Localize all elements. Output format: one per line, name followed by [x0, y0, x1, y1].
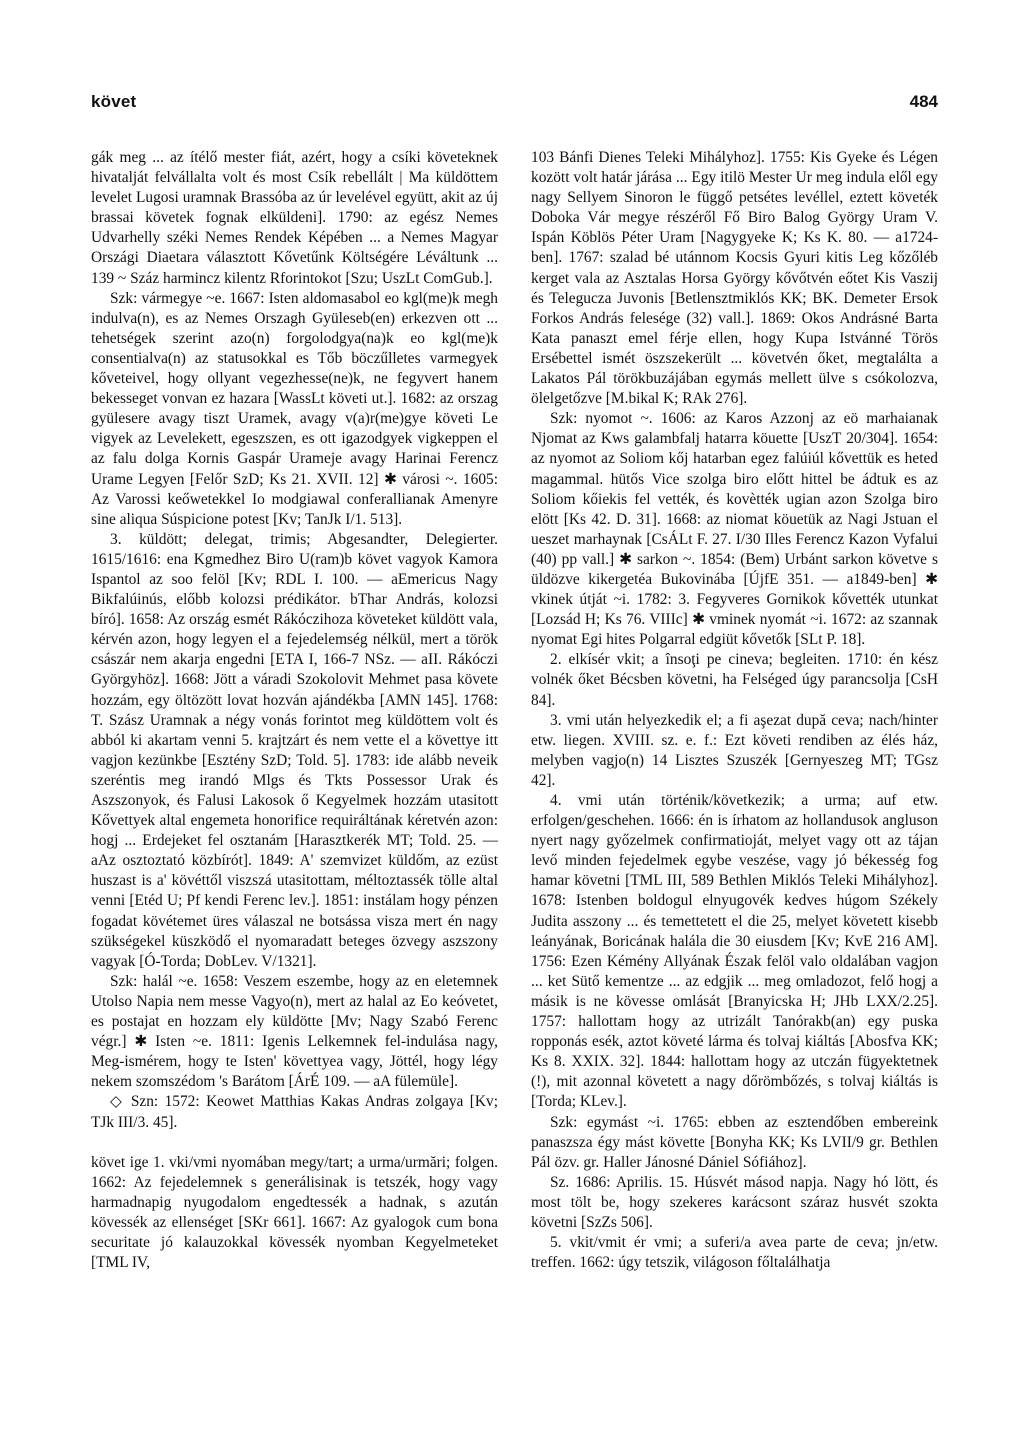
entry-paragraph: Szk: vármegye ~e. 1667: Isten aldomasabol eo kgl(me)k megh indulva(n), es az Nemes Orszagh Gyüleseb(en) erkezven ott ... tehetségek szerint azo(n) forgolodgya(na)k eo kgl(me)k consentialva(n) az statusokkal es Tőb böczűlletes varmegyek kőveteivel, hogy ollyant vegezhesse(ne)k, ne fegyvert hanem bekesseget vonvan ez hazara [WassLt követi ut.]. 1682: az orszag gyülesere avagy tiszt Uramek, avagy v(a)r(me)gye követi Le vigyek az Levelekett, egeszszen, es ott igazodgyek vigkeppen el az falu dolga Kornis Gaspár Urameje avagy Harinai Ferencz Urame Legyen [Felőr SzD; Ks 21. XVII. 12] ✱ városi ~. 1605: Az Varossi keőwetekkel Io modgiawal conferallianak Amenyre sine aliqua Súspicione potest [Kv; TanJk I/1. 513].	[91, 289, 498, 528]
entry-paragraph: 4. vmi után történik/következik; a urma; auf etw. erfolgen/geschehen. 1666: én is írhatom az hollandusok angluson nyert nagy győzelmek confirmatioját, melyet vagy ott az tájan levő minden fejedelmek egybe veszése, vagy jó békesség fog hamar követni [TML III, 589 Bethlen Miklós Teleki Mihályhoz]. 1678: Istenben boldogul elnyugovék kedves húgom Székely Judita asszony ... és temettetett el die 25, melyet követett kisebb leányának, Boricának halála die 30 eiusdem [Kv; KvE 216 AM]. 1756: Ezen Kémény Allyának Észak felöl valo oldalában vagjon ... ket Sütő kementze ... az edgjik ... meg omladozot, felő hogj a másik is ne kövesse omlását [Branyicska H; JHb LXX/2.25]. 1757: hallottam hogy az utrizált Tanórakb(an) egy puska ropponás esék, aztot követé lárma és tolvaj kiáltás [Abosfva KK; Ks 8. XXIX. 32]. 1844: hallottam hogy az utczán fügyektetnek (!), mit azonnal követett a nagy dőrömbőzés, s tolvaj kiáltás is [Torda; KLev.].	[531, 792, 938, 1111]
entry-paragraph: Szk: egymást ~i. 1765: ebben az esztendőben embereink panaszsza égy mást követte [Bonyha KK; Ks LVII/9 gr. Bethlen Pál özv. gr. Haller Jánosné Dániel Sófiához].	[531, 1113, 938, 1171]
entry-paragraph: 5. vkit/vmit ér vmi; a suferi/a avea parte de ceva; jn/etw. treffen. 1662: úgy tetszik, világoson főltalálhatja	[531, 1234, 938, 1272]
entry-paragraph: gák meg ... az ítélő mester fiát, azért, hogy a csíki követeknek hivatalját felvállalta volt és most Csík rebellált | Ma küldöttem levelet Lugosi uramnak Brassóba az úr levelével együtt, akit az új brassai követek fognak elküldeni]. 1790: az egész Nemes Udvarhelly széki Nemes Rendek Képében ... a Nemes Magyar Országi Diaetara választott Kővetűnk Költségére Léváltunk ... 139 ~ Száz harmincz kilentz Rforintokot [Szu; UszLt ComGub.].	[91, 149, 498, 287]
entry-paragraph: Szk: halál ~e. 1658: Veszem eszembe, hogy az en eletemnek Utolso Napia nem messe Vagyo(n), mert az halal az Eo keóvetet, es postajat en hozzam ely küldötte [Mv; Nagy Szabó Ferenc végr.] ✱ Isten ~e. 1811: Igenis Lelkemnek fel-indulása nagy, Meg-ismérem, hogy te Isten' követtyea vagy, Jöttél, hogy légy nekem szomszédom 's Barátom [ÁrÉ 109. — aA fülemüle].	[91, 972, 498, 1091]
entry-paragraph: Sz. 1686: Aprilis. 15. Húsvét másod napja. Nagy hó lött, és most tölt be, hogy szekeres karácsont száraz husvét szokta követni [SzZs 506].	[531, 1173, 938, 1231]
entry-paragraph: 103 Bánfi Dienes Teleki Mihályhoz]. 1755: Kis Gyeke és Légen kozött volt határ járása ... Egy itilö Mester Ur meg indula elől egy nagy Sellyem Sinoron le függő petsétes levéllel, eztett követék Doboka Vár megye részéről Fő Biro Balog György Uram V. Ispán Köblös Péter Uram [Nagygyeke K; Ks K. 80. — a1724-ben]. 1767: szalad bé utánnom Kocsis Gyuri kitis Leg kőzőléb kerget vala az Asztalas Horsa György kővőtvén eőtet Kis Vaszij és Telegucza Juvonis [Betlensztmiklós KK; BK. Demeter Ersok Forkos András felesége (32) vall.]. 1869: Okos Andrásné Barta Kata panaszt emel férje ellen, hogy Kupa Istvánné Törös Ersébettel ismét öszszekerült ... követvén őket, megtalálta a Lakatos Pál törökbuzájában egymás mellett ülve s csókolozva, ölelgetőzve [M.bikal K; RAk 276].	[531, 149, 938, 408]
page-header	[91, 92, 938, 122]
entry-paragraph: 2. elkísér vkit; a însoţi pe cineva; begleiten. 1710: én kész volnék őket Bécsben követni, ha Felséged úgy parancsolja [CsH 84].	[531, 651, 938, 709]
entry-paragraph: Szk: nyomot ~. 1606: az Karos Azzonj az eö marhaianak Njomat az Kws galambfalj hatarra köuette [UszT 20/304]. 1654: az nyomot az Soliom kőj hatarban egez falúiúl kővettük es heted magammal. hütős Vice szolga biro előtt hittel be ádtuk es az Soliom kőiekis fel vették, és kovètték ugian azon Szolga biro elött [Ks 42. D. 31]. 1668: az niomat köuetük az Nagi Jstuan el ueszet marhaynak [CsÁLt F. 27. I/30 Illes Ferencz Kazon Vyfalui (40) pp vall.] ✱ sarkon ~. 1854: (Bem) Urbánt sarkon követve s üldözve kikergetéa Bukovinába [ÚjfE 351. — a1849-ben] ✱ vkinek útját ~i. 1782: 3. Fegyveres Gornikok kővették utunkat [Lozsád H; Ks 76. VIIIc] ✱ vminek nyomát ~i. 1672: az szannak nyomat Egi hites Polgarral edgiüt kővetők [SLt P. 18].	[531, 410, 938, 649]
page-number: 484	[909, 92, 938, 111]
entry-paragraph: ◇ Szn: 1572: Keowet Matthias Kakas Andras zolgaya [Kv; TJk III/3. 45].	[91, 1093, 498, 1131]
right-column	[531, 148, 938, 1273]
left-column	[91, 148, 498, 1273]
running-headword: követ	[91, 92, 137, 111]
entry-paragraph: 3. vmi után helyezkedik el; a fi aşezat după ceva; nach/hinter etw. liegen. XVIII. sz. e. f.: Ezt követi rendiben az élés ház, melyben vagjo(n) 14 Lisztes Szuszék [Gernyeszeg MT; TGsz 42].	[531, 711, 938, 789]
entry-paragraph: követ ige 1. vki/vmi nyomában megy/tart; a urma/urmări; folgen. 1662: Az fejedelemnek s generálisinak is tetszék, hogy vagy harmadnapig nyugodalom engedtessék a hadnak, s azután kövessék az ellenséget [SKr 661]. 1667: Az gyalogok cum bona securitate jó kalauzokkal kövessék nyomban Kegyelmeteket [TML IV,	[91, 1153, 498, 1272]
entry-paragraph: 3. küldött; delegat, trimis; Abgesandter, Delegierter. 1615/1616: ena Kgmedhez Biro U(ram)b követ vagyok Kamora Ispantol az soo felöl [Kv; RDL I. 100. — aEmericus Nagy Bikfalúinús, előbb kolozsi prédikátor. bThar András, kolozsi bíró]. 1658: Az ország esmét Rákóczihoza követeket küldött vala, kérvén azon, hogy legyen el a fejedelemség nélkül, mert a török császár nem akarja engedni [ETA I, 166-7 NSz. — aII. Rákóczi Györgyhöz]. 1668: Jött a váradi Szokolovit Mehmet pasa követe hozzám, egy öltözött lovat hozván ajándékba [AMN 145]. 1768: T. Szász Uramnak a négy vonás forintot meg küldöttem volt és abból ki akartam venni 5. krajtzárt és nem vette el a követtye itt vagjon kezünkbe [Esztény SzD; Told. 5]. 1783: ide alább neveik szeréntis meg irandó Mlgs és Tkts Possessor Urak és Aszszonyok, és Falusi Lakosok ő Kegyelmek hozzám utasitott Kővettyek altal engemeta honorifice requiráltának kéretvén azon: hogj ... Erdejeket fel osztanám [Harasztkerék MT; Told. 25. — aAz osztoztató közbírót]. 1849: A' szemvizet küldőm, az ezüst huszast is a' kövéttől viszszá utasitottam, méltoztassék tölle altal venni [Etéd U; Pf kendi Ferenc lev.]. 1851: instálam hogy pénzen fogadat kövétemet üres válaszal ne botsássa visza mert én nagy szükségekel küszködő el nyomaradatt beteges özvegy aszszony vagyak [Ó-Torda; DobLev. V/1321].	[91, 530, 498, 970]
